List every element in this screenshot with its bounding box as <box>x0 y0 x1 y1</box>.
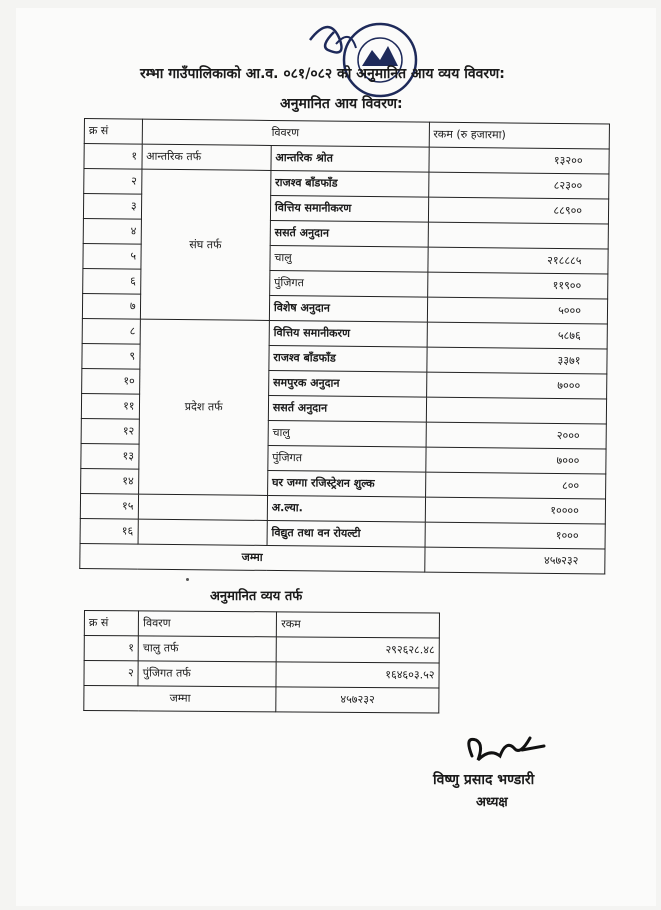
row-sn: १२ <box>81 418 139 444</box>
row-sn: १ <box>84 144 142 170</box>
table-row <box>84 661 439 688</box>
header-sn: क्र सं <box>84 611 138 636</box>
row-sn: ८ <box>82 318 140 344</box>
signature-icon <box>460 726 560 772</box>
expense-table <box>83 610 440 713</box>
row-sn: १३ <box>81 443 139 469</box>
ink-speck <box>186 578 189 581</box>
group-empty <box>138 519 268 545</box>
total-label: जम्मा <box>80 543 425 572</box>
group-empty <box>138 494 268 520</box>
table-row <box>82 318 607 348</box>
row-sn: २ <box>84 661 138 686</box>
row-amount: २९२६२८.४८ <box>276 637 439 663</box>
row-item: वित्तिय समानीकरण <box>269 320 427 347</box>
income-total-row <box>80 543 605 573</box>
total-amount: ४५७२३२ <box>276 687 439 713</box>
row-sn: ११ <box>81 393 139 419</box>
row-item: पुंजिगत <box>268 445 426 472</box>
row-sn: १० <box>82 368 140 394</box>
expense-total-row <box>84 686 439 713</box>
row-amount: ७००० <box>425 447 606 474</box>
row-item: समपुरक अनुदान <box>268 370 426 397</box>
row-item: पुंजिगत <box>270 270 428 297</box>
row-item: चालु तर्फ <box>138 636 276 662</box>
row-amount: १०००० <box>425 497 606 524</box>
row-amount: ८८९०० <box>428 197 609 224</box>
row-sn: ४ <box>83 218 141 244</box>
group-internal: आन्तरिक तर्फ <box>142 144 272 170</box>
row-sn: ७ <box>82 293 140 319</box>
row-amount: १००० <box>425 522 606 549</box>
row-amount: १३२०० <box>428 147 609 174</box>
row-sn: १५ <box>80 493 138 519</box>
table-row <box>84 169 609 199</box>
row-item: अ.ल्या. <box>267 495 425 522</box>
row-item: आन्तरिक श्रोत <box>271 145 429 172</box>
row-item: ससर्त अनुदान <box>270 220 428 247</box>
header-amount: रकम (रु हजारमा) <box>429 122 610 149</box>
row-item: चालु <box>268 420 426 447</box>
row-sn: २ <box>84 169 142 195</box>
total-amount: ४५७२३२ <box>424 547 605 574</box>
row-item: राजश्व बाँडफाँड <box>271 170 429 197</box>
row-item: पुंजिगत तर्फ <box>138 661 276 687</box>
row-amount: २००० <box>426 422 607 449</box>
group-province: प्रदेश तर्फ <box>138 319 269 495</box>
signer-name: विष्णु प्रसाद भण्डारी <box>433 772 535 788</box>
row-amount: ११९०० <box>427 272 608 299</box>
row-amount <box>428 222 609 249</box>
row-item: राजश्व बाँडफाँड <box>269 345 427 372</box>
page-title: रम्भा गाउँपालिकाको आ.व. ०८१/०८२ को अनुमानित आय व्यय विवरण: <box>140 66 505 82</box>
row-sn: ९ <box>82 343 140 369</box>
row-sn: १ <box>84 636 138 661</box>
row-amount: १६४६०३.५२ <box>276 662 439 688</box>
income-subtitle: अनुमानित आय विवरण: <box>280 96 403 112</box>
row-item: घर जग्गा रजिस्ट्रेशन शुल्क <box>267 470 425 497</box>
row-sn: १६ <box>80 518 138 544</box>
row-sn: ६ <box>83 268 141 294</box>
row-amount: ५००० <box>427 297 608 324</box>
header-desc: विवरण <box>142 119 429 147</box>
row-sn: ३ <box>83 194 141 220</box>
row-sn: ५ <box>83 243 141 269</box>
row-item: वित्तिय समानीकरण <box>270 195 428 222</box>
income-table <box>79 118 610 574</box>
header-amount: रकम <box>277 612 440 638</box>
header-desc: विवरण <box>139 611 277 637</box>
row-amount: ८०० <box>425 472 606 499</box>
row-amount <box>426 397 607 424</box>
table-row <box>84 636 439 663</box>
expense-title: अनुमानित व्यय तर्फ <box>210 589 303 604</box>
row-amount: ३३७१ <box>426 347 607 374</box>
row-amount: ५८७६ <box>427 322 608 349</box>
header-sn: क्र सं <box>84 119 142 145</box>
expense-header-row <box>84 611 439 638</box>
row-amount: २१८८८५ <box>427 247 608 274</box>
row-item: चालु <box>270 245 428 272</box>
row-amount: ७००० <box>426 372 607 399</box>
total-label: जम्मा <box>84 686 276 712</box>
row-sn: १४ <box>81 468 139 494</box>
row-amount: ८२३०० <box>428 172 609 199</box>
row-item: विद्युत तथा वन रोयल्टी <box>267 520 425 547</box>
signer-role: अध्यक्ष <box>476 795 508 810</box>
row-item: विशेष अनुदान <box>269 295 427 322</box>
row-item: ससर्त अनुदान <box>268 395 426 422</box>
group-federal: संघ तर्फ <box>140 169 271 320</box>
